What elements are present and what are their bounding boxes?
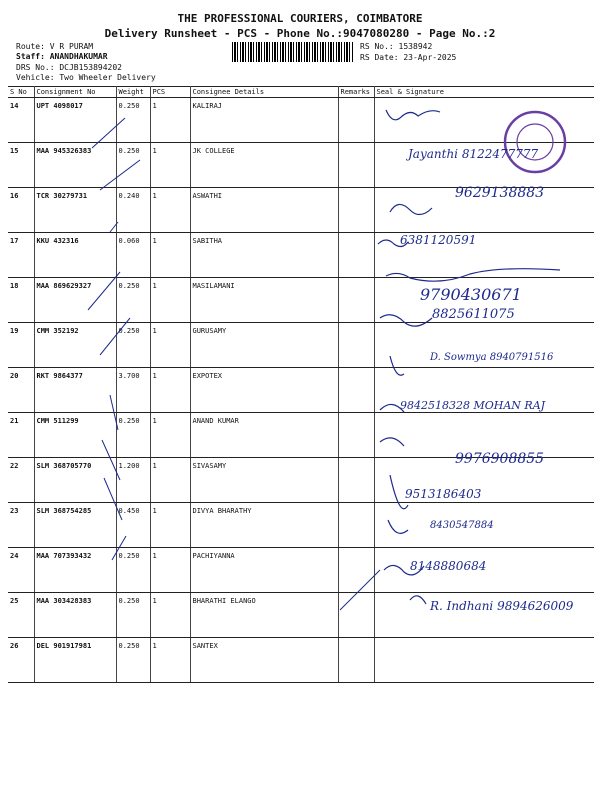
- pcs-value: 1: [150, 548, 190, 593]
- consignment-number: KKU 432316: [34, 233, 116, 278]
- column-header: S No: [8, 87, 34, 98]
- column-header: PCS: [150, 87, 190, 98]
- consignment-number: SLM 368754285: [34, 503, 116, 548]
- consignment-number: CMM 352192: [34, 323, 116, 368]
- weight-value: 0.250: [116, 98, 150, 143]
- handwritten-signature: D. Sowmya 8940791516: [430, 352, 554, 363]
- consignee-name: SANTEX: [190, 638, 338, 683]
- rs-no-line: RS No.: 1538942: [360, 42, 433, 51]
- tick-mark: [104, 478, 122, 520]
- handwritten-signature: 9842518328 MOHAN RAJ: [400, 399, 546, 412]
- weight-value: 0.250: [116, 413, 150, 458]
- pcs-value: 1: [150, 638, 190, 683]
- weight-value: 0.250: [116, 548, 150, 593]
- consignment-number: MAA 945326383: [34, 143, 116, 188]
- tick-mark: [100, 318, 130, 355]
- handwritten-signature: 6381120591: [400, 233, 477, 247]
- consignee-name: SIVASAMY: [190, 458, 338, 503]
- serial-number: 23: [8, 503, 34, 548]
- consignee-name: ANAND KUMAR: [190, 413, 338, 458]
- consignee-name: SABITHA: [190, 233, 338, 278]
- handwritten-signature: R. Indhani 9894626009: [430, 599, 574, 613]
- consignee-name: GURUSAMY: [190, 323, 338, 368]
- route-line: Route: V R PURAM: [16, 42, 94, 51]
- weight-value: 0.060: [116, 233, 150, 278]
- pcs-value: 1: [150, 368, 190, 413]
- serial-number: 18: [8, 278, 34, 323]
- handwritten-signature: 9513186403: [405, 487, 482, 501]
- consignment-number: SLM 368705770: [34, 458, 116, 503]
- consignee-name: JK COLLEGE: [190, 143, 338, 188]
- tick-mark: [92, 118, 125, 148]
- weight-value: 3.700: [116, 368, 150, 413]
- tick-mark: [110, 222, 118, 232]
- pcs-value: 1: [150, 188, 190, 233]
- serial-number: 14: [8, 98, 34, 143]
- pcs-value: 1: [150, 593, 190, 638]
- signature-scribble: [388, 520, 408, 533]
- pcs-value: 1: [150, 143, 190, 188]
- signature-scribble: [380, 315, 432, 326]
- signature-scribble: [384, 565, 424, 574]
- serial-number: 20: [8, 368, 34, 413]
- tick-mark: [112, 536, 126, 560]
- column-header: Remarks: [338, 87, 374, 98]
- serial-number: 24: [8, 548, 34, 593]
- consignee-name: EXPOTEX: [190, 368, 338, 413]
- handwritten-signature: 9629138883: [455, 185, 545, 201]
- consignment-number: TCR 30279731: [34, 188, 116, 233]
- column-header: Seal & Signature: [374, 87, 594, 98]
- pcs-value: 1: [150, 278, 190, 323]
- signature-scribble: [380, 404, 404, 412]
- handwritten-signature: 8430547884: [430, 520, 494, 531]
- signature-scribble: [410, 596, 426, 604]
- tick-mark: [88, 272, 120, 310]
- signature-scribble: [390, 204, 432, 214]
- consignment-number: CMM 511299: [34, 413, 116, 458]
- consignee-name: ASWATHI: [190, 188, 338, 233]
- serial-number: 21: [8, 413, 34, 458]
- rs-date-line: RS Date: 23-Apr-2025: [360, 53, 457, 62]
- serial-number: 16: [8, 188, 34, 233]
- pcs-value: 1: [150, 98, 190, 143]
- signature-scribble: [390, 356, 404, 375]
- consignment-number: UPT 4098017: [34, 98, 116, 143]
- pcs-value: 1: [150, 323, 190, 368]
- company-title: THE PROFESSIONAL COURIERS, COIMBATORE: [177, 12, 423, 25]
- tick-mark: [102, 440, 120, 480]
- serial-number: 26: [8, 638, 34, 683]
- weight-value: 1.200: [116, 458, 150, 503]
- drs-line: DRS No.: DCJB153894202: [16, 63, 122, 72]
- pcs-value: 1: [150, 413, 190, 458]
- signature-strokes: [378, 110, 560, 604]
- consignee-name: DIVYA BHARATHY: [190, 503, 338, 548]
- consignment-number: RKT 9864377: [34, 368, 116, 413]
- weight-value: 0.250: [116, 143, 150, 188]
- column-header: Weight: [116, 87, 150, 98]
- tick-mark: [110, 395, 118, 430]
- weight-value: 0.450: [116, 503, 150, 548]
- signature-scribble: [380, 438, 404, 446]
- consignee-name: PACHIYANNA: [190, 548, 338, 593]
- signature-scribble: [386, 269, 560, 282]
- serial-number: 25: [8, 593, 34, 638]
- pcs-value: 1: [150, 503, 190, 548]
- signature-scribble: [386, 110, 440, 120]
- tick-mark: [340, 570, 380, 610]
- pcs-value: 1: [150, 233, 190, 278]
- pcs-value: 1: [150, 458, 190, 503]
- tick-mark: [100, 160, 140, 190]
- handwritten-signature: 9976908855: [455, 451, 545, 467]
- seal-stamp: [505, 112, 565, 172]
- stamp-outer-ring: [505, 112, 565, 172]
- serial-number: 17: [8, 233, 34, 278]
- consignee-name: KALIRAJ: [190, 98, 338, 143]
- handwritten-signature: 9790430671: [420, 285, 522, 304]
- tick-marks: [88, 118, 380, 610]
- consignee-name: BHARATHI ELANGO: [190, 593, 338, 638]
- serial-number: 19: [8, 323, 34, 368]
- serial-number: 15: [8, 143, 34, 188]
- vehicle-line: Vehicle: Two Wheeler Delivery: [16, 73, 156, 82]
- weight-value: 0.250: [116, 278, 150, 323]
- runsheet-title: Delivery Runsheet - PCS - Phone No.:9047080280 - Page No.:2: [104, 27, 496, 40]
- column-header: Consignment No: [34, 87, 116, 98]
- handwritten-signature: 8825611075: [432, 307, 515, 322]
- staff-line: Staff: ANANDHAKUMAR: [16, 52, 108, 61]
- handwritten-signature: 8148880684: [410, 559, 487, 573]
- signature-scribble: [378, 240, 408, 247]
- weight-value: 0.240: [116, 188, 150, 233]
- consignment-number: DEL 901917981: [34, 638, 116, 683]
- stamp-inner-ring: [517, 124, 553, 160]
- consignment-number: MAA 707393432: [34, 548, 116, 593]
- serial-number: 22: [8, 458, 34, 503]
- weight-value: 0.250: [116, 638, 150, 683]
- handwritten-signature: Jayanthi 8122477777: [408, 147, 539, 161]
- signature-scribble: [390, 475, 408, 509]
- consignment-number: MAA 303428383: [34, 593, 116, 638]
- consignment-number: MAA 869629327: [34, 278, 116, 323]
- consignee-name: MASILAMANI: [190, 278, 338, 323]
- weight-value: 0.250: [116, 323, 150, 368]
- weight-value: 0.250: [116, 593, 150, 638]
- column-header: Consignee Details: [190, 87, 338, 98]
